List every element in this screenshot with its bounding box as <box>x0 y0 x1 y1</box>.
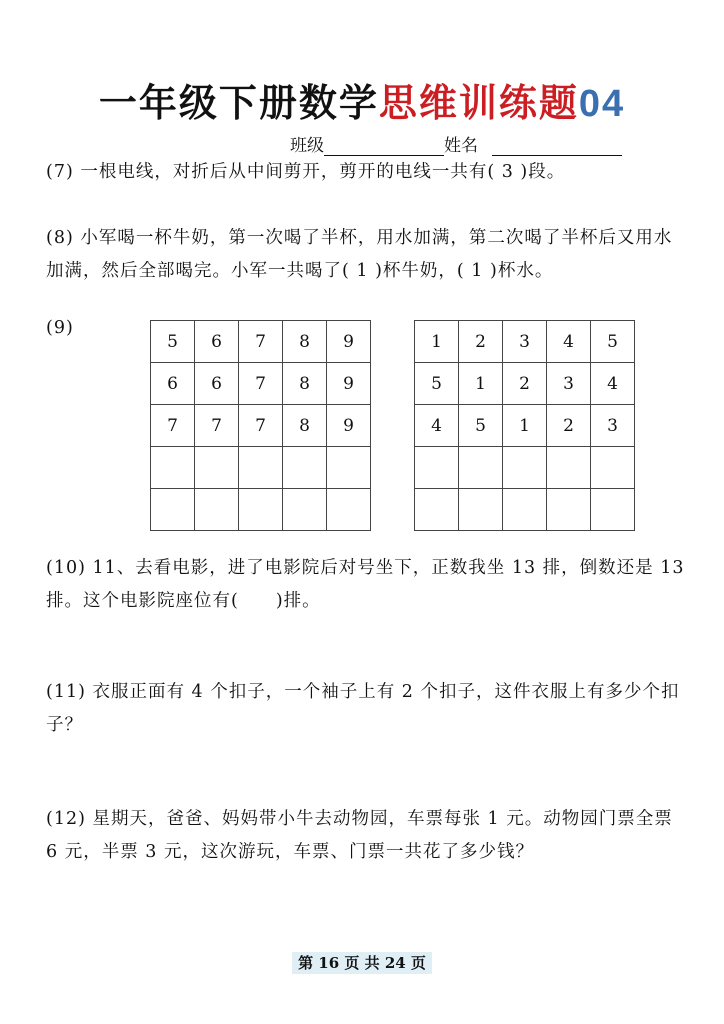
name-label: 姓名 <box>444 136 478 156</box>
question-7: (7) 一根电线，对折后从中间剪开，剪开的电线一共有( 3 )段。 <box>46 162 566 182</box>
question-9: (9) <box>46 318 74 338</box>
grid-row <box>415 405 635 447</box>
grid-cell[interactable] <box>503 489 547 531</box>
grid-row <box>151 489 371 531</box>
grid-cell: 7 <box>239 363 283 405</box>
page-title <box>0 72 724 127</box>
grid-cell: 1 <box>415 321 459 363</box>
grid-cell: 1 <box>503 405 547 447</box>
grid-cell: 2 <box>503 363 547 405</box>
class-label: 班级 <box>290 136 324 156</box>
question-8: (8) 小军喝一杯牛奶，第一次喝了半杯，用水加满，第二次喝了半杯后又用水加满，然后全部喝完。小军一共喝了( 1 )杯牛奶，( 1 )杯水。 <box>46 228 673 281</box>
grid-cell: 3 <box>591 405 635 447</box>
grid-cell: 8 <box>283 321 327 363</box>
title-black: 一年级下册数学 <box>98 80 379 125</box>
grid-cell: 7 <box>151 405 195 447</box>
grid-cell[interactable] <box>459 447 503 489</box>
number-grid-left <box>150 320 371 531</box>
grid-cell: 5 <box>459 405 503 447</box>
grid-cell: 4 <box>547 321 591 363</box>
student-info-bar <box>290 131 622 156</box>
grid-cell: 5 <box>151 321 195 363</box>
grid-cell: 9 <box>327 405 371 447</box>
grid-cell: 8 <box>283 405 327 447</box>
grid-cell[interactable] <box>415 447 459 489</box>
grid-cell[interactable] <box>503 447 547 489</box>
title-red: 思维训练题 <box>378 80 579 125</box>
grid-row <box>151 447 371 489</box>
grid-row <box>415 321 635 363</box>
grid-cell[interactable] <box>547 447 591 489</box>
grid-cell: 5 <box>591 321 635 363</box>
grid-cell: 9 <box>327 363 371 405</box>
grid-cell: 2 <box>459 321 503 363</box>
page-number: 第 16 页 共 24 页 <box>292 952 432 974</box>
grid-cell[interactable] <box>591 489 635 531</box>
class-field[interactable] <box>324 137 444 156</box>
grid-cell: 1 <box>459 363 503 405</box>
grid-cell: 4 <box>415 405 459 447</box>
grid-cell[interactable] <box>547 489 591 531</box>
grid-cell: 8 <box>283 363 327 405</box>
grid-cell[interactable] <box>415 489 459 531</box>
grid-cell: 7 <box>239 405 283 447</box>
grid-row <box>415 489 635 531</box>
grid-cell: 7 <box>195 405 239 447</box>
number-grid-right <box>414 320 635 531</box>
grid-cell[interactable] <box>459 489 503 531</box>
question-12: (12) 星期天，爸爸、妈妈带小牛去动物园，车票每张 1 元。动物园门票全票 6 元，半票 3 元，这次游玩，车票、门票一共花了多少钱？ <box>46 809 673 862</box>
grid-cell: 6 <box>195 321 239 363</box>
grid-cell: 5 <box>415 363 459 405</box>
grid-cell: 7 <box>239 321 283 363</box>
grid-cell[interactable] <box>239 447 283 489</box>
page-footer <box>0 952 724 973</box>
grid-row <box>415 447 635 489</box>
grid-row <box>151 363 371 405</box>
grid-row <box>415 363 635 405</box>
grid-cell: 2 <box>547 405 591 447</box>
grid-cell[interactable] <box>327 489 371 531</box>
grid-cell: 6 <box>195 363 239 405</box>
grid-cell[interactable] <box>283 489 327 531</box>
grid-cell[interactable] <box>591 447 635 489</box>
grid-row <box>151 405 371 447</box>
grid-cell[interactable] <box>327 447 371 489</box>
question-11: (11) 衣服正面有 4 个扣子，一个袖子上有 2 个扣子，这件衣服上有多少个扣子？ <box>46 682 680 735</box>
grid-cell: 3 <box>547 363 591 405</box>
grid-cell: 9 <box>327 321 371 363</box>
grid-row <box>151 321 371 363</box>
title-number: 04 <box>578 83 626 125</box>
grid-cell[interactable] <box>195 489 239 531</box>
grid-cell[interactable] <box>151 447 195 489</box>
grid-cell[interactable] <box>239 489 283 531</box>
grid-cell[interactable] <box>283 447 327 489</box>
question-10: (10) 11、去看电影，进了电影院后对号坐下，正数我坐 13 排，倒数还是 13 排。这个电影院座位有( )排。 <box>46 558 685 611</box>
grid-cell: 6 <box>151 363 195 405</box>
name-field[interactable] <box>492 137 622 156</box>
grid-cell: 4 <box>591 363 635 405</box>
grid-cell: 3 <box>503 321 547 363</box>
grid-cell[interactable] <box>151 489 195 531</box>
grid-cell[interactable] <box>195 447 239 489</box>
